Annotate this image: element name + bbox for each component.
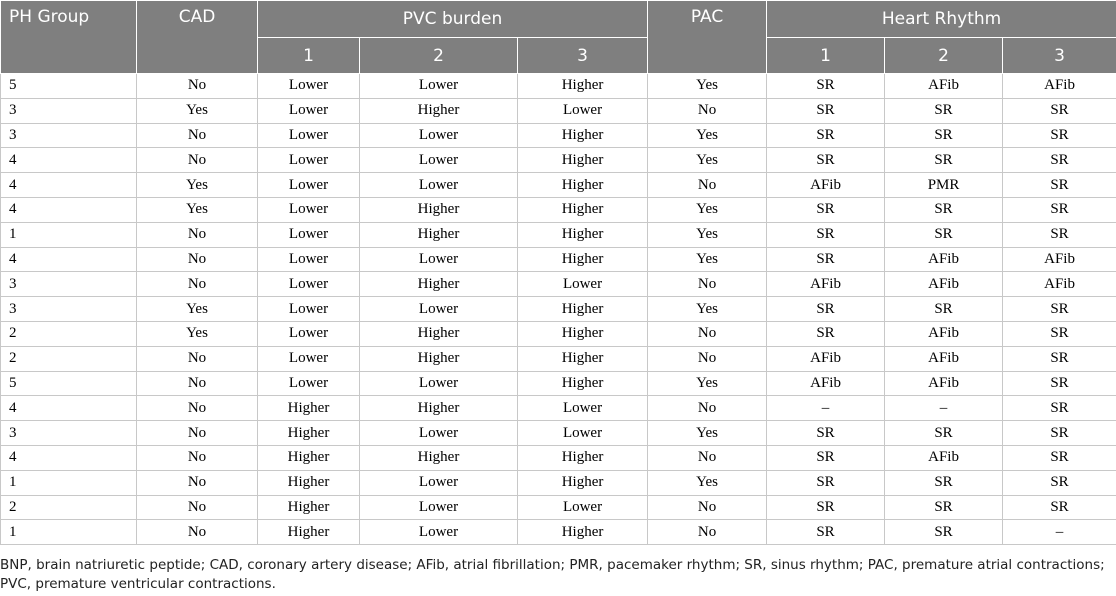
cell-rhythm-1: – <box>767 396 885 421</box>
cell-cad: No <box>137 222 258 247</box>
header-pvc-1: 1 <box>258 38 360 74</box>
cell-rhythm-1: SR <box>767 222 885 247</box>
cell-rhythm-2: AFib <box>885 247 1003 272</box>
cell-rhythm-2: SR <box>885 421 1003 446</box>
cell-rhythm-2: SR <box>885 520 1003 545</box>
cell-pvc-3: Higher <box>518 74 648 99</box>
cell-ph-group: 4 <box>1 445 137 470</box>
cell-pac: Yes <box>648 123 767 148</box>
cell-ph-group: 1 <box>1 470 137 495</box>
cell-rhythm-3: SR <box>1003 495 1116 520</box>
cell-rhythm-1: SR <box>767 321 885 346</box>
table-row <box>1 272 1116 297</box>
cell-cad: Yes <box>137 173 258 198</box>
cell-pac: Yes <box>648 470 767 495</box>
cell-pvc-2: Higher <box>360 321 518 346</box>
cell-pac: No <box>648 98 767 123</box>
cell-rhythm-2: SR <box>885 148 1003 173</box>
cell-rhythm-2: SR <box>885 470 1003 495</box>
cell-cad: No <box>137 346 258 371</box>
cell-rhythm-2: PMR <box>885 173 1003 198</box>
cell-cad: No <box>137 148 258 173</box>
table-footnote: BNP, brain natriuretic peptide; CAD, coronary artery disease; AFib, atrial fibrillation; PMR, pacemaker rhythm; SR, sinus rhythm; PAC, premature atrial contractions; PVC, premature ventricular contractions. <box>0 557 1105 592</box>
table-row <box>1 173 1116 198</box>
cell-cad: Yes <box>137 98 258 123</box>
cell-rhythm-2: AFib <box>885 321 1003 346</box>
cell-ph-group: 2 <box>1 321 137 346</box>
cell-ph-group: 3 <box>1 123 137 148</box>
cell-pvc-3: Higher <box>518 222 648 247</box>
cell-cad: Yes <box>137 321 258 346</box>
cell-rhythm-2: AFib <box>885 74 1003 99</box>
cell-rhythm-1: SR <box>767 123 885 148</box>
cell-pac: No <box>648 396 767 421</box>
cell-rhythm-1: SR <box>767 74 885 99</box>
cell-pvc-2: Higher <box>360 396 518 421</box>
table-row <box>1 421 1116 446</box>
cell-cad: Yes <box>137 297 258 322</box>
cell-pac: No <box>648 173 767 198</box>
cell-ph-group: 4 <box>1 396 137 421</box>
cell-pac: Yes <box>648 371 767 396</box>
cell-rhythm-3: SR <box>1003 222 1116 247</box>
cell-pvc-3: Higher <box>518 371 648 396</box>
cell-cad: No <box>137 74 258 99</box>
cell-pac: Yes <box>648 148 767 173</box>
table-row <box>1 470 1116 495</box>
cell-pac: Yes <box>648 297 767 322</box>
cell-pvc-1: Higher <box>258 396 360 421</box>
cell-rhythm-1: SR <box>767 197 885 222</box>
cell-rhythm-3: SR <box>1003 470 1116 495</box>
header-rhythm-3: 3 <box>1003 38 1116 74</box>
cell-pvc-2: Higher <box>360 98 518 123</box>
table-row <box>1 371 1116 396</box>
cell-pvc-1: Lower <box>258 74 360 99</box>
header-ph-group: PH Group <box>1 1 137 74</box>
cell-ph-group: 5 <box>1 371 137 396</box>
table-row <box>1 520 1116 545</box>
cell-rhythm-3: AFib <box>1003 247 1116 272</box>
cell-rhythm-1: AFib <box>767 371 885 396</box>
cell-rhythm-2: SR <box>885 197 1003 222</box>
table-header <box>1 1 1116 74</box>
cell-ph-group: 4 <box>1 247 137 272</box>
cell-rhythm-2: – <box>885 396 1003 421</box>
cell-rhythm-3: SR <box>1003 148 1116 173</box>
cell-rhythm-2: AFib <box>885 445 1003 470</box>
cell-rhythm-2: AFib <box>885 346 1003 371</box>
header-heart-rhythm: Heart Rhythm <box>767 1 1116 38</box>
cell-pvc-3: Higher <box>518 173 648 198</box>
cell-ph-group: 1 <box>1 520 137 545</box>
cell-pvc-2: Higher <box>360 272 518 297</box>
cell-rhythm-3: SR <box>1003 173 1116 198</box>
cell-pac: Yes <box>648 421 767 446</box>
cell-cad: Yes <box>137 197 258 222</box>
cell-pvc-2: Higher <box>360 445 518 470</box>
cell-rhythm-3: SR <box>1003 371 1116 396</box>
cell-pvc-2: Higher <box>360 197 518 222</box>
cell-pac: Yes <box>648 197 767 222</box>
header-rhythm-1: 1 <box>767 38 885 74</box>
cell-pvc-3: Higher <box>518 297 648 322</box>
cell-rhythm-3: AFib <box>1003 74 1116 99</box>
cell-pvc-1: Lower <box>258 371 360 396</box>
table-row <box>1 98 1116 123</box>
cell-pvc-2: Lower <box>360 74 518 99</box>
table-row <box>1 321 1116 346</box>
table-body <box>1 74 1116 545</box>
cell-rhythm-1: AFib <box>767 346 885 371</box>
header-pvc-3: 3 <box>518 38 648 74</box>
cell-pac: No <box>648 272 767 297</box>
cell-pvc-1: Lower <box>258 98 360 123</box>
cell-rhythm-3: SR <box>1003 123 1116 148</box>
header-pac: PAC <box>648 1 767 74</box>
cell-rhythm-3: SR <box>1003 321 1116 346</box>
cell-pvc-1: Higher <box>258 520 360 545</box>
table-row <box>1 222 1116 247</box>
cell-pvc-2: Lower <box>360 495 518 520</box>
cell-pac: No <box>648 495 767 520</box>
cell-rhythm-2: SR <box>885 98 1003 123</box>
cell-cad: No <box>137 495 258 520</box>
cell-pvc-2: Higher <box>360 222 518 247</box>
table-row <box>1 346 1116 371</box>
cell-pvc-2: Higher <box>360 346 518 371</box>
cell-pvc-2: Lower <box>360 297 518 322</box>
cell-pvc-3: Higher <box>518 148 648 173</box>
cell-pvc-3: Higher <box>518 321 648 346</box>
cell-pac: No <box>648 445 767 470</box>
cell-pvc-3: Lower <box>518 495 648 520</box>
cell-rhythm-3: SR <box>1003 297 1116 322</box>
cell-ph-group: 3 <box>1 421 137 446</box>
cell-ph-group: 3 <box>1 297 137 322</box>
cell-pvc-1: Higher <box>258 421 360 446</box>
table-row <box>1 445 1116 470</box>
table-row <box>1 396 1116 421</box>
cell-pvc-1: Higher <box>258 495 360 520</box>
cell-rhythm-1: SR <box>767 421 885 446</box>
cell-pvc-2: Lower <box>360 470 518 495</box>
cell-rhythm-3: SR <box>1003 346 1116 371</box>
cell-rhythm-3: SR <box>1003 98 1116 123</box>
cell-pvc-1: Lower <box>258 321 360 346</box>
cell-pac: Yes <box>648 247 767 272</box>
cell-rhythm-1: AFib <box>767 272 885 297</box>
cell-rhythm-3: – <box>1003 520 1116 545</box>
cell-rhythm-1: SR <box>767 148 885 173</box>
header-cad: CAD <box>137 1 258 74</box>
cell-rhythm-3: AFib <box>1003 272 1116 297</box>
cell-rhythm-1: SR <box>767 445 885 470</box>
cell-rhythm-1: SR <box>767 98 885 123</box>
cell-pvc-1: Lower <box>258 173 360 198</box>
cell-ph-group: 3 <box>1 98 137 123</box>
cell-pvc-3: Higher <box>518 346 648 371</box>
cell-pvc-3: Higher <box>518 520 648 545</box>
cell-pvc-1: Lower <box>258 222 360 247</box>
cell-pvc-2: Lower <box>360 520 518 545</box>
cell-pvc-1: Higher <box>258 445 360 470</box>
cell-cad: No <box>137 421 258 446</box>
table-row <box>1 197 1116 222</box>
cell-pac: No <box>648 520 767 545</box>
cell-rhythm-1: SR <box>767 520 885 545</box>
cell-rhythm-3: SR <box>1003 445 1116 470</box>
cell-pvc-3: Lower <box>518 98 648 123</box>
cell-cad: No <box>137 445 258 470</box>
cell-rhythm-2: AFib <box>885 272 1003 297</box>
table-row <box>1 297 1116 322</box>
cell-ph-group: 4 <box>1 173 137 198</box>
cell-ph-group: 1 <box>1 222 137 247</box>
cell-pac: Yes <box>648 222 767 247</box>
cell-rhythm-3: SR <box>1003 421 1116 446</box>
table-row <box>1 495 1116 520</box>
cell-pvc-1: Lower <box>258 148 360 173</box>
cell-pvc-1: Lower <box>258 346 360 371</box>
cell-pac: Yes <box>648 74 767 99</box>
table-row <box>1 247 1116 272</box>
cell-ph-group: 5 <box>1 74 137 99</box>
cell-pvc-1: Lower <box>258 272 360 297</box>
cell-pvc-1: Lower <box>258 197 360 222</box>
header-rhythm-2: 2 <box>885 38 1003 74</box>
cell-rhythm-1: SR <box>767 495 885 520</box>
cell-cad: No <box>137 272 258 297</box>
cell-rhythm-3: SR <box>1003 396 1116 421</box>
cell-cad: No <box>137 470 258 495</box>
cell-pvc-3: Higher <box>518 123 648 148</box>
cell-pvc-2: Lower <box>360 173 518 198</box>
cell-ph-group: 4 <box>1 148 137 173</box>
cell-rhythm-2: AFib <box>885 371 1003 396</box>
cell-rhythm-3: SR <box>1003 197 1116 222</box>
cell-pvc-2: Lower <box>360 371 518 396</box>
cell-cad: No <box>137 371 258 396</box>
cell-pvc-2: Lower <box>360 421 518 446</box>
cell-rhythm-2: SR <box>885 123 1003 148</box>
cell-pvc-2: Lower <box>360 123 518 148</box>
table-row <box>1 148 1116 173</box>
cell-pvc-3: Higher <box>518 470 648 495</box>
cell-rhythm-2: SR <box>885 495 1003 520</box>
cell-cad: No <box>137 247 258 272</box>
cell-pvc-3: Lower <box>518 421 648 446</box>
cell-pvc-1: Lower <box>258 247 360 272</box>
cell-cad: No <box>137 520 258 545</box>
cell-pvc-3: Lower <box>518 396 648 421</box>
cell-ph-group: 2 <box>1 346 137 371</box>
cell-ph-group: 2 <box>1 495 137 520</box>
header-pvc-2: 2 <box>360 38 518 74</box>
cell-cad: No <box>137 396 258 421</box>
cell-pac: No <box>648 346 767 371</box>
cell-cad: No <box>137 123 258 148</box>
cell-pvc-2: Lower <box>360 148 518 173</box>
cell-rhythm-2: SR <box>885 222 1003 247</box>
cell-ph-group: 4 <box>1 197 137 222</box>
cell-pvc-1: Lower <box>258 297 360 322</box>
table-row <box>1 123 1116 148</box>
cell-pvc-3: Higher <box>518 247 648 272</box>
table-row <box>1 74 1116 99</box>
cell-rhythm-2: SR <box>885 297 1003 322</box>
cell-pvc-3: Higher <box>518 445 648 470</box>
cell-rhythm-1: AFib <box>767 173 885 198</box>
cell-pac: No <box>648 321 767 346</box>
cell-pvc-1: Higher <box>258 470 360 495</box>
cell-pvc-1: Lower <box>258 123 360 148</box>
cell-pvc-3: Higher <box>518 197 648 222</box>
cell-pvc-3: Lower <box>518 272 648 297</box>
cell-ph-group: 3 <box>1 272 137 297</box>
cell-rhythm-1: SR <box>767 470 885 495</box>
cell-rhythm-1: SR <box>767 297 885 322</box>
cell-pvc-2: Lower <box>360 247 518 272</box>
header-pvc-burden: PVC burden <box>258 1 648 38</box>
cell-rhythm-1: SR <box>767 247 885 272</box>
